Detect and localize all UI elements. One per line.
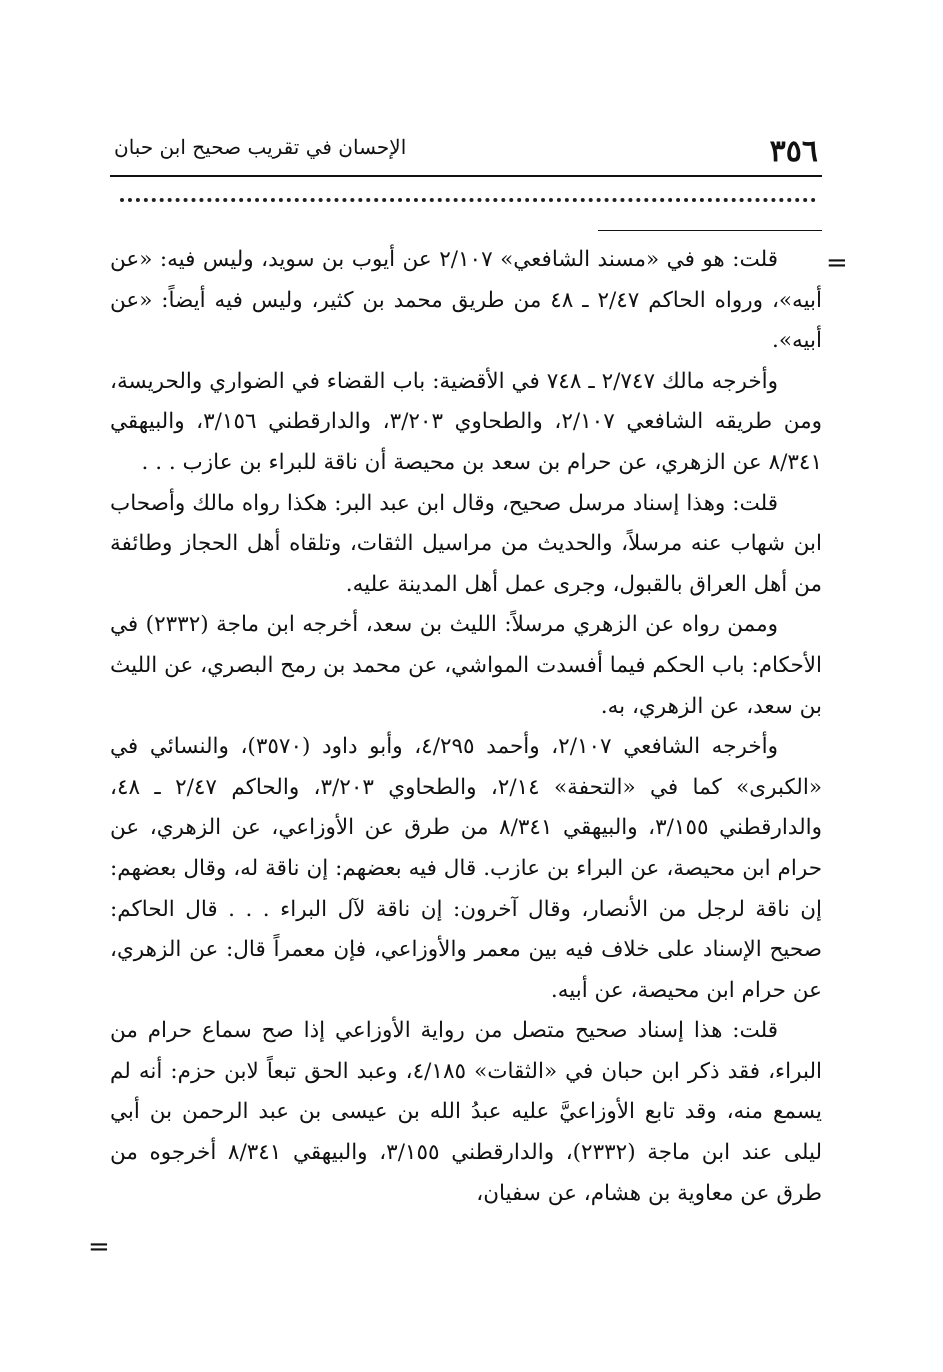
paragraph: قلت: هذا إسناد صحيح متصل من رواية الأوزاعي إذا صح سماع حرام من البراء، فقد ذكر ابن حبان في «الثقات» ٤/١٨٥، وعبد الحق تبعاً لابن حزم: أنه لم يسمع منه، وقد تابع الأوزاعيَّ عليه عبدُ الله بن عيسى بن عبد الرحمن بن أبي ليلى عند ابن ماجة (٢٣٣٢)، والدارقطني ٣/١٥٥، والبيهقي ٨/٣٤١ أخرجوه من طرق عن معاوية بن هشام، عن سفيان،	[110, 1018, 822, 1206]
header-divider	[110, 175, 822, 177]
running-title: الإحسان في تقريب صحيح ابن حبان	[114, 135, 407, 159]
paragraph: وأخرجه الشافعي ٢/١٠٧، وأحمد ٤/٢٩٥، وأبو داود (٣٥٧٠)، والنسائي في «الكبرى» كما في «التحفة» ٢/١٤، والطحاوي ٣/٢٠٣، والحاكم ٢/٤٧ ـ ٤٨، والدارقطني ٣/١٥٥، والبيهقي ٨/٣٤١ من طرق عن الأوزاعي، عن الزهري، عن حرام ابن محيصة، عن البراء بن عازب. قال فيه بعضهم: إن ناقة له، وقال بعضهم: إن ناقة لرجل من الأنصار، وقال آخرون: إن ناقة لآل البراء . . . قال الحاكم: صحيح الإسناد على خلاف فيه بين معمر والأوزاعي، فإن معمراً قال: عن الزهري، عن حرام ابن محيصة، عن أبيه.	[110, 734, 822, 1003]
footnote-body	[110, 240, 822, 1214]
dotted-divider	[120, 198, 816, 202]
page-number: ٣٥٦	[769, 134, 818, 169]
paragraph: قلت: هو في «مسند الشافعي» ٢/١٠٧ عن أيوب بن سويد، وليس فيه: «عن أبيه»، ورواه الحاكم ٢/٤٧ ـ ٤٨ من طريق محمد بن كثير، وليس فيه أيضاً: «عن أبيه».	[110, 247, 823, 354]
paragraph: قلت: وهذا إسناد مرسل صحيح، وقال ابن عبد البر: هكذا رواه مالك وأصحاب ابن شهاب عنه مرسلاً، والحديث من مراسيل الثقات، وتلقاه أهل الحجاز وطائفة من أهل العراق بالقبول، وجرى عمل أهل المدينة عليه.	[110, 490, 822, 597]
paragraph: وأخرجه مالك ٢/٧٤٧ ـ ٧٤٨ في الأقضية: باب القضاء في الضواري والحريسة، ومن طريقه الشافعي ٢/١٠٧، والطحاوي ٣/٢٠٣، والدارقطني ٣/١٥٦، والبيهقي ٨/٣٤١ عن الزهري، عن حرام بن سعد بن محيصة أن ناقة للبراء بن عازب . . .	[110, 368, 822, 475]
continuation-mark-top: =	[826, 248, 848, 278]
footnote-separator	[598, 230, 822, 231]
page-header	[110, 128, 822, 174]
continuation-mark-bottom: =	[88, 1232, 110, 1262]
paragraph: وممن رواه عن الزهري مرسلاً: الليث بن سعد، أخرجه ابن ماجة (٢٣٣٢) في الأحكام: باب الحكم فيما أفسدت المواشي، عن محمد بن رمح البصري، عن الليث بن سعد، عن الزهري، به.	[110, 612, 822, 719]
